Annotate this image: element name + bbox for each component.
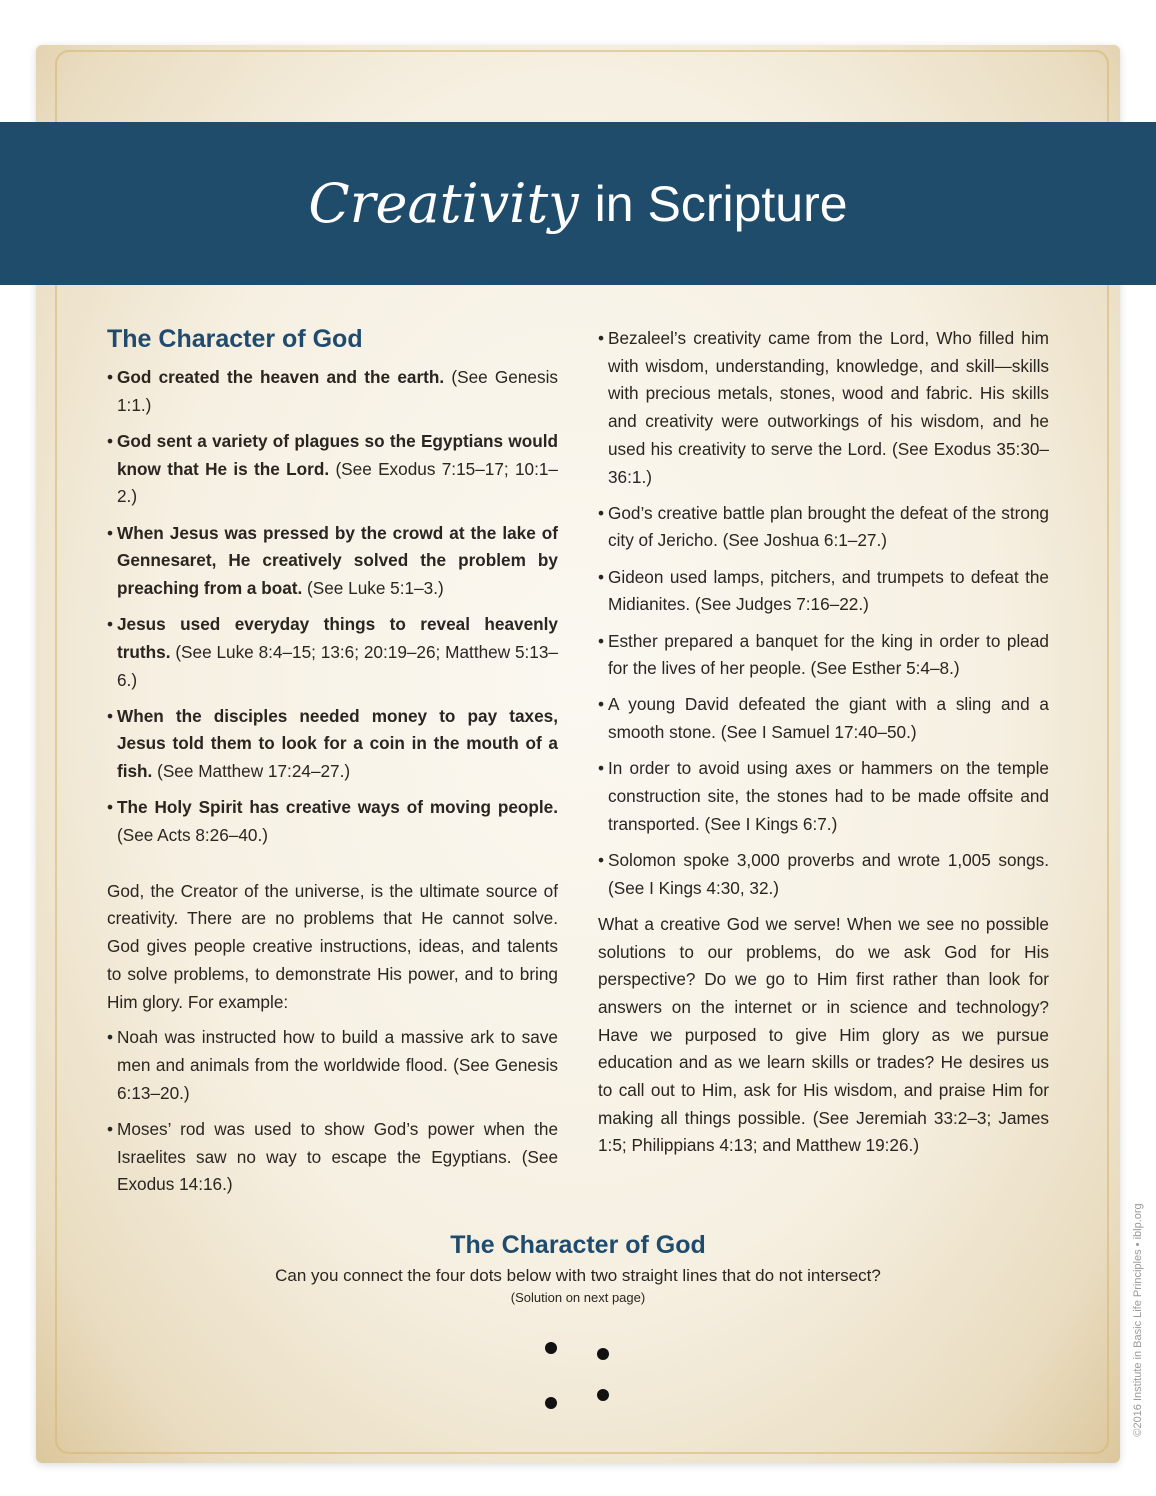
list-item: • A young David defeated the giant with a sling and a smooth stone. (See I Samuel 17:40–50.) [598, 691, 1049, 746]
body-paragraph: What a creative God we serve! When we see no possible solutions to our problems, do we ask God for His perspective? Do we go to Him first rather than look for answers on the internet or in science and technology? Have we purposed to give Him glory as we pursue education and as we learn skills or trades? He desires us to call out to Him, ask for His wisdom, and praise Him for making all things possible. (See Jeremiah 33:2–3; James 1:5; Philippians 4:13; and Matthew 19:26.) [598, 913, 1049, 1156]
body-paragraph: God, the Creator of the universe, is the ultimate source of creativity. There are no problems that He cannot solve. God gives people creative instructions, ideas, and talents to solve problems, to demonstrate His power, and to bring Him glory. For example: [107, 880, 558, 1012]
list-item [107, 520, 558, 603]
list-item: • God’s creative battle plan brought the defeat of the strong city of Jericho. (See Joshua 6:1–27.) [598, 500, 1049, 555]
list-item: • Solomon spoke 3,000 proverbs and wrote 1,005 songs. (See I Kings 4:30, 32.) [598, 847, 1049, 902]
list-item: • Moses’ rod was used to show God’s power when the Israelites saw no way to escape the Egyptians. (See Exodus 14:16.) [107, 1116, 558, 1199]
title-rest: in Scripture [594, 175, 848, 232]
list-item: • Noah was instructed how to build a massive ark to save men and animals from the worldwide flood. (See Genesis 6:13–20.) [107, 1024, 558, 1107]
puzzle-dot [597, 1389, 609, 1401]
list-item [107, 794, 558, 849]
item-bold: The Holy Spirit has creative ways of moving people. [117, 797, 558, 818]
item-bold: When Jesus was pressed by the crowd at the lake of Gennesaret, He creatively solved the problem by preaching from a boat. [117, 522, 558, 598]
puzzle-dot [597, 1348, 609, 1360]
list-item [107, 364, 558, 419]
item-ref: (See Acts 8:26–40.) [117, 825, 268, 846]
item-ref: (See Exodus 7:15–17; 10:1–2.) [117, 458, 558, 507]
list-item: • Esther prepared a banquet for the king in order to plead for the lives of her people. (See Esther 5:4–8.) [598, 628, 1049, 683]
item-ref: (See Luke 8:4–15; 13:6; 20:19–26; Matthew 5:13–6.) [117, 641, 558, 690]
copyright: ©2016 Institute in Basic Life Principles • iblp.org [1132, 1203, 1144, 1437]
right-column [598, 325, 1049, 1168]
puzzle-question: Can you connect the four dots below with two straight lines that do not intersect? [275, 1266, 881, 1285]
list-item [107, 611, 558, 694]
title-script: Creativity [308, 172, 579, 235]
item-ref: (See Matthew 17:24–27.) [152, 761, 351, 782]
item-ref: (See Luke 5:1–3.) [302, 577, 444, 598]
item-bold: Jesus used everyday things to reveal heavenly truths. [117, 614, 558, 662]
item-ref: (See Genesis 1:1.) [117, 367, 558, 415]
puzzle-section [0, 1228, 1156, 1305]
title-banner [0, 122, 1156, 285]
puzzle-dot [545, 1342, 557, 1354]
list-item [107, 703, 558, 786]
puzzle-dot [545, 1397, 557, 1409]
item-bold: God sent a variety of plagues so the Egyptians would know that He is the Lord. [117, 430, 558, 479]
item-bold: God created the heaven and the earth. [117, 367, 445, 387]
list-item: • In order to avoid using axes or hammers on the temple construction site, the stones had to be made offsite and transported. (See I Kings 6:7.) [598, 755, 1049, 838]
section-heading: The Character of God [107, 325, 363, 353]
left-column [107, 322, 558, 1207]
list-item: • Bezaleel’s creativity came from the Lord, Who filled him with wisdom, understanding, knowledge, and skill—skills with precious metals, stones, wood and fabric. His skills and creativity were outworkings of his wisdom, and he used his creativity to serve the Lord. (See Exodus 35:30–36:1.) [598, 325, 1049, 491]
puzzle-heading: The Character of God [450, 1231, 706, 1259]
item-bold: When the disciples needed money to pay taxes, Jesus told them to look for a coin in the mouth of a fish. [117, 705, 558, 782]
list-item: • Gideon used lamps, pitchers, and trumpets to defeat the Midianites. (See Judges 7:16–22.) [598, 564, 1049, 619]
list-item [107, 428, 558, 511]
puzzle-note: (Solution on next page) [510, 1290, 646, 1305]
